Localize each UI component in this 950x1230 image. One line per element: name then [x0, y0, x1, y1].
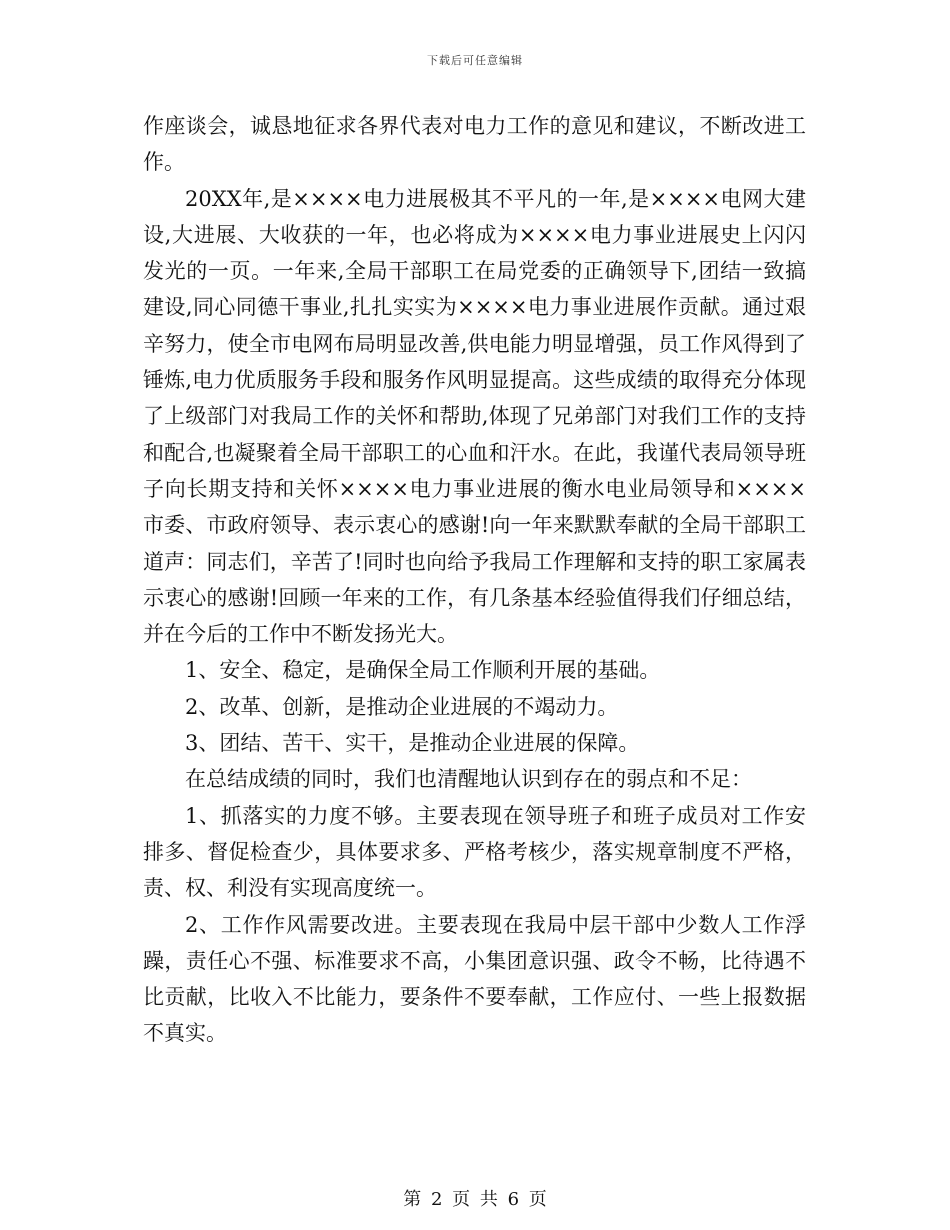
- list-item-experience-2: 2、改革、创新，是推动企业进展的不竭动力。: [185, 694, 619, 719]
- document-body: [143, 108, 806, 1052]
- list-item-shortcoming-2: 2、工作作风需要改进。主要表现在我局中层干部中少数人工作浮躁，责任心不强、标准要求不高，小集团意识强、政令不畅，比待遇不比贡献，比收入不比能力，要条件不要奉献，工作应付、一些上报数据不真实。: [143, 912, 806, 1046]
- paragraph-annual-review: 20XX年,是××××电力进展极其不平凡的一年,是××××电网大建设,大进展、大收获的一年，也必将成为××××电力事业进展史上闪闪发光的一页。一年来,全局干部职工在局党委的正确领导下,团结一致搞建设,同心同德干事业,扎扎实实为××××电力事业进展作贡献。通过艰辛努力，使全市电网布局明显改善,供电能力明显增强，员工作风得到了锤炼,电力优质服务手段和服务作风明显提高。这些成绩的取得充分体现了上级部门对我局工作的关怀和帮助,体现了兄弟部门对我们工作的支持和配合,也凝聚着全局干部职工的心血和汗水。在此，我谨代表局领导班子向长期支持和关怀××××电力事业进展的衡水电业局领导和××××市委、市政府领导、表示衷心的感谢!向一年来默默奉献的全局干部职工道声：同志们，辛苦了!同时也向给予我局工作理解和支持的职工家属表示衷心的感谢!回顾一年来的工作，有几条基本经验值得我们仔细总结，并在今后的工作中不断发扬光大。: [143, 186, 806, 647]
- list-item-experience-3: 3、团结、苦干、实干，是推动企业进展的保障。: [185, 731, 640, 756]
- page-header: 下载后可任意编辑: [427, 54, 523, 67]
- list-item-shortcoming-1: 1、抓落实的力度不够。主要表现在领导班子和班子成员对工作安排多、督促检查少，具体要求多、严格考核少，落实规章制度不严格，责、权、利没有实现高度统一。: [143, 803, 806, 901]
- paragraph-continuation: 作座谈会，诚恳地征求各界代表对电力工作的意见和建议，不断改进工作。: [143, 114, 806, 175]
- page-number-footer: 第 2 页 共 6 页: [403, 1189, 547, 1210]
- list-item-experience-1: 1、安全、稳定，是确保全局工作顺利开展的基础。: [185, 658, 661, 683]
- paragraph-shortcomings-intro: 在总结成绩的同时，我们也清醒地认识到存在的弱点和不足：: [185, 767, 752, 792]
